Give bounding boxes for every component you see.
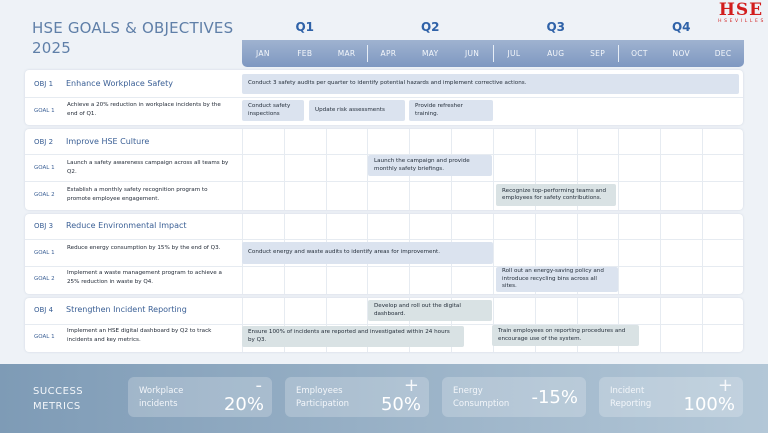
month-bar <box>242 40 744 67</box>
objective-panel-4 <box>25 298 743 352</box>
goal-text: Implement a waste management program to achieve a 25% reduction in waste by Q4. <box>67 270 222 285</box>
metric-card-energy-consumption <box>442 377 586 417</box>
quarter-q3: Q3 <box>546 20 566 34</box>
row-divider <box>25 266 743 267</box>
quarter-header <box>242 16 744 38</box>
goal-text: Achieve a 20% reduction in workplace incidents by the end of Q1. <box>67 102 221 117</box>
month-feb: FEB <box>297 49 313 58</box>
objective-title: Enhance Workplace Safety <box>66 79 173 88</box>
month-jan: JAN <box>256 49 270 58</box>
month-dec: DEC <box>714 49 732 58</box>
objective-panel-3 <box>25 214 743 294</box>
month-jul: JUL <box>507 49 521 58</box>
page-title: HSE GOALS & OBJECTIVES 2025 <box>32 19 234 57</box>
task-bar: Train employees on reporting procedures and encourage use of the system. <box>492 325 639 346</box>
task-bar: Develop and roll out the digital dashboard. <box>368 300 492 321</box>
task-bar: Launch the campaign and provide monthly safety briefings. <box>368 155 492 176</box>
month-sep: SEP <box>590 49 606 58</box>
objective-code: OBJ 1 <box>34 80 54 88</box>
objective-panel-1 <box>25 70 743 125</box>
objective-code: OBJ 2 <box>34 138 54 146</box>
metric-label: Employees Participation <box>296 386 350 409</box>
month-may: MAY <box>421 49 439 58</box>
goal-code: GOAL 1 <box>34 108 55 114</box>
task-bar: Roll out an energy-saving policy and introduce recycling bins across all sites. <box>496 267 618 292</box>
metric-sign: + <box>403 375 419 396</box>
metric-label: Energy Consumption <box>453 386 510 409</box>
logo-subtitle: H S E V I L L E S <box>718 19 764 24</box>
success-metrics-title: SUCCESS METRICS <box>33 386 84 412</box>
goal-code: GOAL 1 <box>34 250 55 256</box>
goal-text: Implement an HSE digital dashboard by Q2 to track incidents and key metrics. <box>67 328 212 343</box>
metric-value: 50% <box>380 394 421 415</box>
metric-label: Workplace incidents <box>139 386 184 409</box>
objective-title: Strengthen Incident Reporting <box>66 305 187 314</box>
month-apr: APR <box>380 49 397 58</box>
quarter-q4: Q4 <box>671 20 691 34</box>
objective-code: OBJ 4 <box>34 306 54 314</box>
row-divider <box>25 97 743 98</box>
metric-value: 100% <box>683 394 735 415</box>
goal-code: GOAL 1 <box>34 334 55 340</box>
quarter-divider <box>493 45 494 62</box>
goal-code: GOAL 1 <box>34 165 55 171</box>
metric-sign: + <box>717 375 733 396</box>
quarter-divider <box>367 45 368 62</box>
month-mar: MAR <box>337 49 356 58</box>
metric-card-employee-participation <box>285 377 429 417</box>
month-nov: NOV <box>672 49 690 58</box>
objective-panel-2 <box>25 129 743 210</box>
goal-code: GOAL 2 <box>34 276 55 282</box>
task-bar: Update risk assessments <box>309 100 405 121</box>
quarter-divider <box>618 45 619 62</box>
task-bar: Provide refresher training. <box>409 100 493 121</box>
task-bar: Conduct 3 safety audits per quarter to identify potential hazards and implement corrective actions. <box>242 74 739 94</box>
goal-text: Reduce energy consumption by 15% by the end of Q3. <box>67 245 221 251</box>
goal-code: GOAL 2 <box>34 192 55 198</box>
task-bar: Conduct energy and waste audits to identify areas for improvement. <box>242 242 493 264</box>
month-jun: JUN <box>464 49 480 58</box>
quarter-q2: Q2 <box>420 20 440 34</box>
task-bar: Ensure 100% of incidents are reported and investigated within 24 hours by Q3. <box>242 326 464 347</box>
row-divider <box>25 181 743 182</box>
task-bar: Conduct safety inspections <box>242 100 304 121</box>
metric-label: Incident Reporting <box>610 386 652 409</box>
metric-sign: - <box>255 375 262 396</box>
objective-title: Improve HSE Culture <box>66 137 150 146</box>
quarter-q1: Q1 <box>295 20 315 34</box>
metric-value: -15% <box>531 387 578 408</box>
goal-text: Launch a safety awareness campaign across all teams by Q2. <box>67 160 229 175</box>
objective-code: OBJ 3 <box>34 222 54 230</box>
logo-mark: HSE <box>718 0 764 20</box>
month-oct: OCT <box>631 49 648 58</box>
metric-value: 20% <box>223 394 264 415</box>
row-divider <box>25 239 743 240</box>
objective-title: Reduce Environmental Impact <box>66 221 187 230</box>
metric-card-incident-reporting <box>599 377 743 417</box>
goal-text: Establish a monthly safety recognition program to promote employee engagement. <box>67 187 208 202</box>
month-aug: AUG <box>547 49 565 58</box>
task-bar: Recognize top-performing teams and employees for safety contributions. <box>496 184 616 206</box>
metric-card-workplace-incidents <box>128 377 272 417</box>
